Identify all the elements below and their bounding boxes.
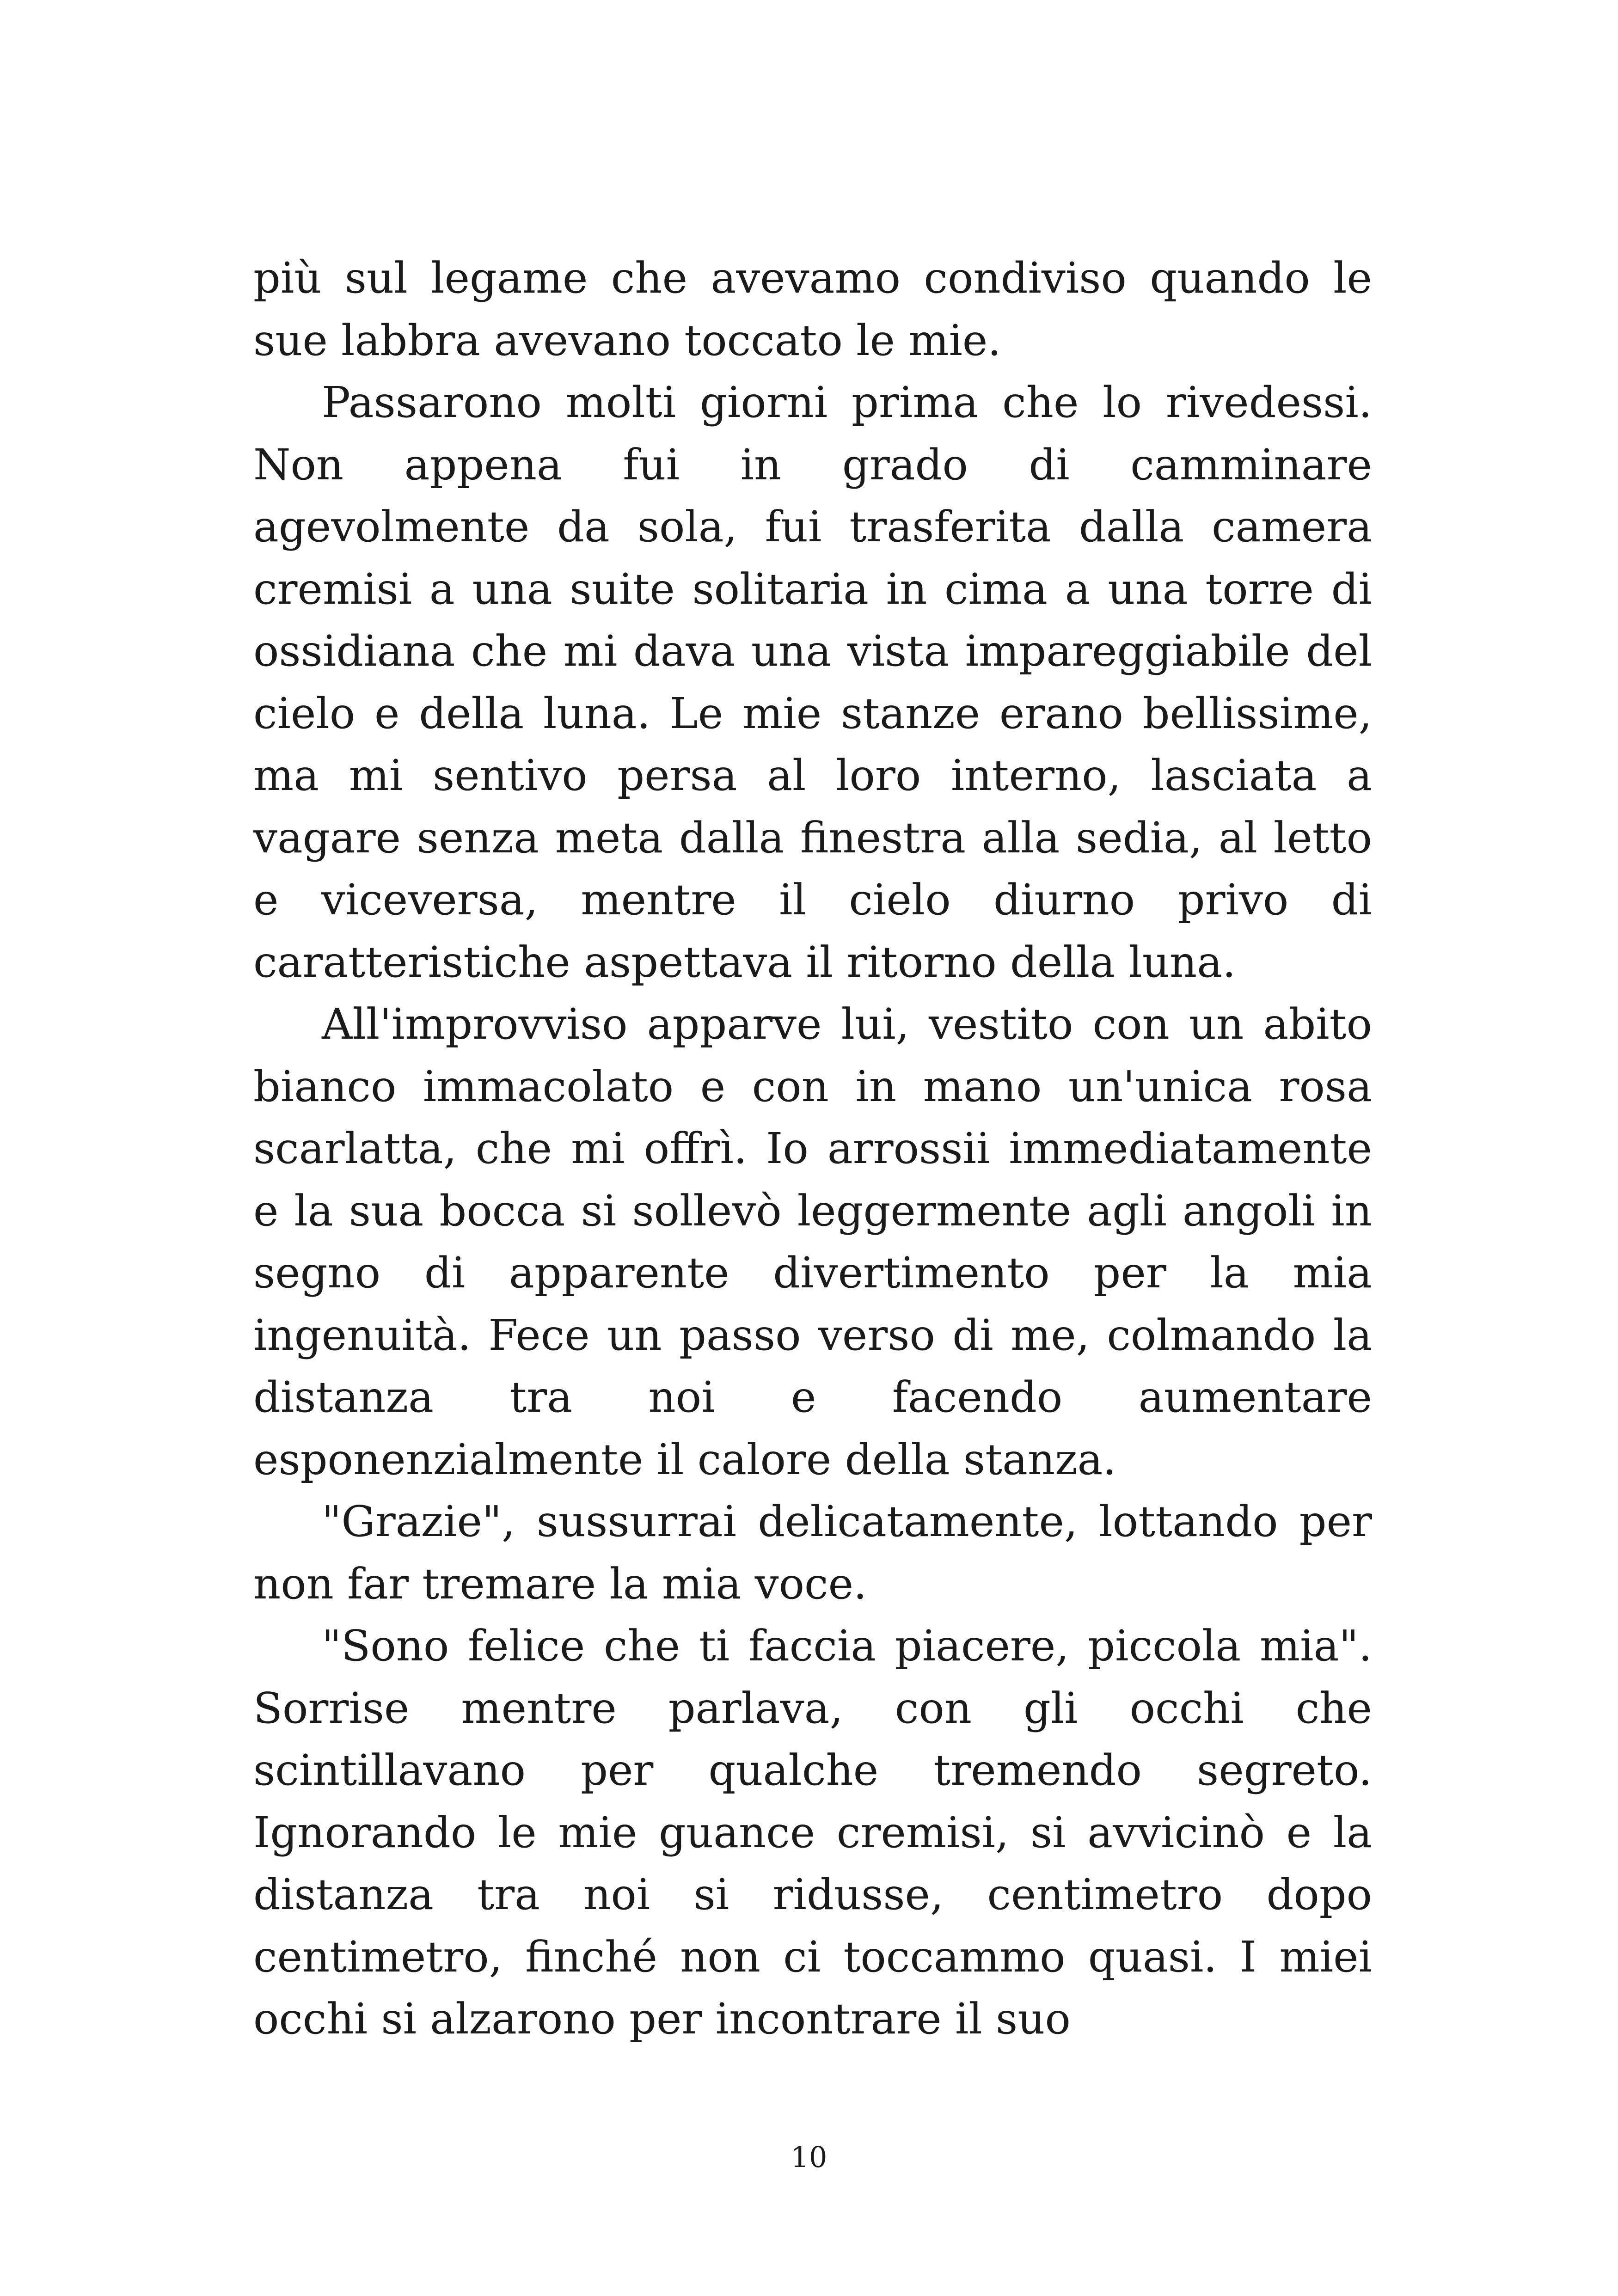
paragraph: più sul legame che avevamo condiviso quando le sue labbra avevano toccato le mie. bbox=[253, 253, 1372, 365]
paragraph: "Grazie", sussurrai delicatamente, lottando per non far tremare la mia voce. bbox=[253, 1497, 1372, 1609]
page-text bbox=[253, 247, 1372, 2051]
paragraph: Passarono molti giorni prima che lo rivedessi. Non appena fui in grado di camminare agevolmente da sola, fui trasferita dalla camera cremisi a una suite solitaria in cima a una torre di ossidiana che mi dava una vista impareggiabile del cielo e della luna. Le mie stanze erano bellissime, ma mi sentivo persa al loro interno, lasciata a vagare senza meta dalla finestra alla sedia, al letto e viceversa, mentre il cielo diurno privo di caratteristiche aspettava il ritorno della luna. bbox=[253, 378, 1372, 987]
paragraph: "Sono felice che ti faccia piacere, piccola mia". Sorrise mentre parlava, con gli occhi che scintillavano per qualche tremendo segreto. Ignorando le mie guance cremisi, si avvicinò e la distanza tra noi si ridusse, centimetro dopo centimetro, finché non ci toccammo quasi. I miei occhi si alzarono per incontrare il suo bbox=[253, 1621, 1372, 2044]
page-number: 10 bbox=[791, 2140, 827, 2174]
paragraph: All'improvviso apparve lui, vestito con un abito bianco immacolato e con in mano un'unica rosa scarlatta, che mi offrì. Io arrossii immediatamente e la sua bocca si sollevò leggermente agli angoli in segno di apparente divertimento per la mia ingenuità. Fece un passo verso di me, colmando la distanza tra noi e facendo aumentare esponenzialmente il calore della stanza. bbox=[253, 999, 1372, 1484]
